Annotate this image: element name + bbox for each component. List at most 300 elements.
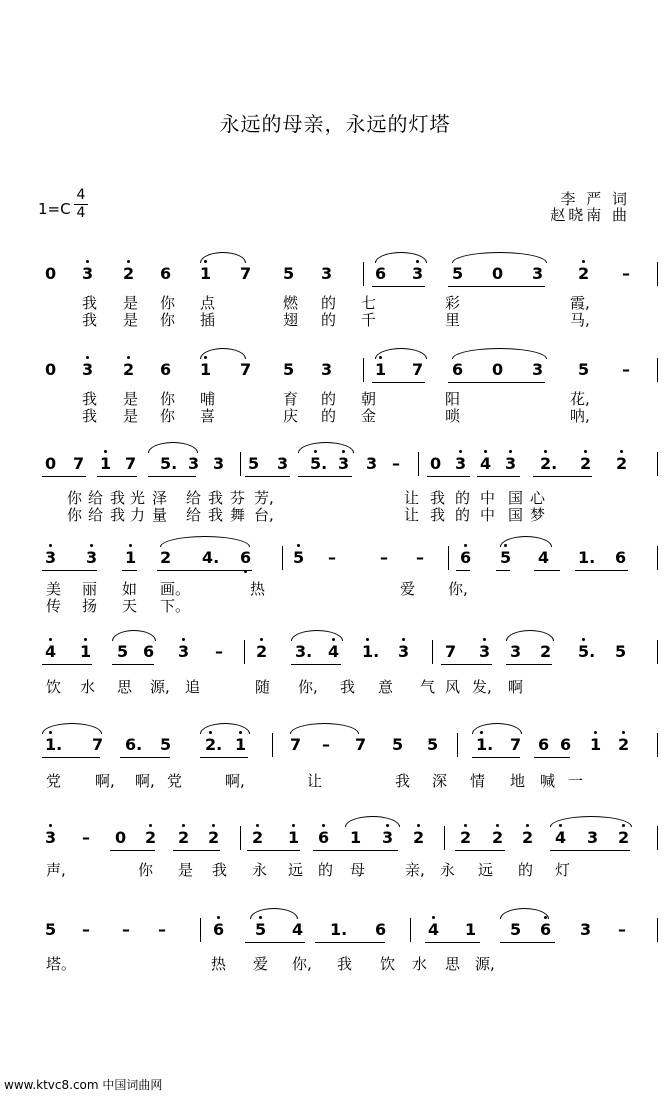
- high-octave-dot: [297, 544, 300, 547]
- lyric-syllable: 的: [321, 311, 337, 329]
- note: 3: [45, 828, 59, 848]
- extension-dash: –: [622, 360, 630, 379]
- high-octave-dot: [526, 824, 529, 827]
- lyric-syllable: 你,: [448, 580, 468, 598]
- beam-underline: [485, 286, 545, 287]
- lyric-syllable: 台,: [254, 506, 274, 524]
- lyric-syllable: 永: [440, 861, 456, 879]
- high-octave-dot: [620, 450, 623, 453]
- slur-arc: [291, 630, 343, 641]
- high-octave-dot: [104, 450, 107, 453]
- lyric-syllable: 随: [255, 678, 271, 696]
- lyric-syllable: 亲,: [405, 861, 425, 879]
- note: 2: [123, 360, 137, 380]
- note: 5: [117, 642, 129, 661]
- lyric-syllable: 燃: [283, 294, 299, 312]
- note: 4.: [202, 548, 220, 567]
- note: 7: [290, 735, 302, 754]
- note: 3: [45, 548, 59, 568]
- note: 6: [375, 920, 387, 939]
- bar-line: [410, 918, 411, 942]
- lyric-syllable: 的: [321, 294, 337, 312]
- lyric-syllable: 舞: [230, 506, 246, 524]
- bar-line: [272, 733, 273, 757]
- note: 6: [615, 548, 627, 567]
- note: 4: [480, 454, 494, 474]
- note: 4: [538, 548, 550, 567]
- high-octave-dot: [594, 731, 597, 734]
- lyric-syllable: 发,: [472, 678, 492, 696]
- high-octave-dot: [127, 356, 130, 359]
- lyric-syllable: 爱: [400, 580, 416, 598]
- beam-underline: [534, 570, 560, 571]
- lyric-syllable: 我: [340, 678, 356, 696]
- high-octave-dot: [182, 638, 185, 641]
- high-octave-dot: [582, 260, 585, 263]
- beam-underline: [533, 476, 592, 477]
- extension-dash: –: [392, 454, 400, 473]
- lyric-syllable: 彩: [445, 294, 461, 312]
- lyric-syllable: 育: [283, 390, 299, 408]
- note: 4: [555, 828, 569, 848]
- beam-underline: [427, 476, 470, 477]
- lyric-syllable: 是: [123, 407, 139, 425]
- lyric-syllable: 唢: [445, 407, 461, 425]
- note: 3: [532, 264, 544, 283]
- note: 5: [427, 735, 439, 754]
- note: 7: [510, 735, 522, 754]
- high-octave-dot: [544, 450, 547, 453]
- note: 0: [115, 828, 127, 847]
- lyric-syllable: 金: [361, 407, 377, 425]
- note: 3: [587, 828, 599, 847]
- lyric-syllable: 你: [67, 506, 83, 524]
- slur-arc: [112, 630, 156, 641]
- note: 5: [615, 642, 627, 661]
- lyric-syllable: 让: [404, 489, 420, 507]
- lyric-syllable: 追: [185, 678, 201, 696]
- lyric-syllable: 我: [82, 390, 98, 408]
- beam-underline: [313, 850, 398, 851]
- bar-line: [363, 358, 364, 382]
- note: 2: [256, 642, 270, 662]
- lyric-syllable: 我: [212, 861, 228, 879]
- slur-arc: [200, 348, 246, 359]
- note: 2: [522, 828, 536, 848]
- lyric-syllable: 啊: [508, 678, 524, 696]
- lyric-syllable: 泽: [152, 489, 168, 507]
- lyric-syllable: 我: [82, 294, 98, 312]
- high-octave-dot: [212, 824, 215, 827]
- lyric-syllable: 的: [318, 861, 334, 879]
- lyric-syllable: 党: [167, 772, 183, 790]
- lyric-syllable: 源,: [150, 678, 170, 696]
- lyric-syllable: 党: [46, 772, 62, 790]
- note: 5: [45, 920, 57, 939]
- note: 5: [160, 735, 172, 754]
- note: 5.: [578, 642, 608, 662]
- slur-arc: [298, 442, 354, 453]
- slur-arc: [250, 908, 298, 919]
- bar-line: [244, 640, 245, 664]
- lyric-syllable: 心: [530, 489, 546, 507]
- beam-underline: [42, 664, 92, 665]
- lyric-syllable: 思: [445, 955, 461, 973]
- bar-line: [657, 262, 658, 286]
- beam-underline: [456, 570, 470, 571]
- note: 5: [452, 264, 464, 283]
- high-octave-dot: [584, 450, 587, 453]
- lyric-syllable: 是: [123, 294, 139, 312]
- lyric-syllable: 一: [568, 772, 584, 790]
- beam-underline: [441, 664, 492, 665]
- beam-underline: [120, 757, 170, 758]
- slur-arc: [200, 252, 246, 263]
- high-octave-dot: [509, 450, 512, 453]
- lyric-syllable: 给: [88, 489, 104, 507]
- note: 7: [355, 735, 367, 754]
- note: 1: [375, 360, 389, 380]
- note: 5: [283, 264, 295, 283]
- slur-arc: [345, 816, 400, 827]
- slur-arc: [500, 536, 552, 547]
- lyric-syllable: 你: [138, 861, 154, 879]
- note: 1: [235, 735, 249, 755]
- note: 6: [160, 264, 172, 283]
- slur-arc: [500, 908, 549, 919]
- slur-arc: [472, 723, 522, 734]
- lyric-syllable: 饮: [46, 678, 62, 696]
- bar-line: [657, 546, 658, 570]
- lyric-syllable: 啊,: [225, 772, 245, 790]
- lyric-syllable: 啊,: [95, 772, 115, 790]
- lyric-syllable: 远: [478, 861, 494, 879]
- note: 2: [618, 828, 632, 848]
- bar-line: [444, 826, 445, 850]
- lyric-syllable: 给: [186, 489, 202, 507]
- lyric-syllable: 霞,: [570, 294, 590, 312]
- beam-underline: [485, 382, 545, 383]
- note: 6: [143, 642, 155, 661]
- note: 3: [338, 454, 352, 474]
- lyric-syllable: 源,: [475, 955, 495, 973]
- extension-dash: –: [416, 548, 424, 567]
- lyric-syllable: 庆: [283, 407, 299, 425]
- lyric-syllable: 热: [250, 580, 266, 598]
- bar-line: [657, 452, 658, 476]
- beam-underline: [500, 942, 555, 943]
- note: 2: [492, 828, 506, 848]
- high-octave-dot: [464, 544, 467, 547]
- note: 4: [428, 920, 442, 940]
- high-octave-dot: [582, 638, 585, 641]
- lyric-syllable: 呐,: [570, 407, 590, 425]
- high-octave-dot: [217, 916, 220, 919]
- beam-underline: [122, 570, 137, 571]
- note: 1: [590, 735, 604, 755]
- note: 3: [321, 264, 333, 283]
- high-octave-dot: [182, 824, 185, 827]
- note: 1.: [476, 735, 506, 755]
- note: 3: [412, 264, 426, 284]
- lyric-syllable: 插: [200, 311, 216, 329]
- lyric-syllable: 你: [67, 489, 83, 507]
- note: 3: [82, 264, 96, 284]
- lyric-syllable: 地: [510, 772, 526, 790]
- lyric-syllable: 如: [122, 580, 138, 598]
- note: 3: [510, 642, 522, 661]
- note: 2: [460, 828, 474, 848]
- lyric-syllable: 的: [455, 506, 471, 524]
- note: 6.: [125, 735, 143, 754]
- high-octave-dot: [86, 356, 89, 359]
- beam-underline: [298, 476, 352, 477]
- lyric-syllable: 我: [110, 506, 126, 524]
- note: 3: [532, 360, 544, 379]
- note: 3: [178, 642, 192, 662]
- note: 2: [616, 454, 630, 474]
- note: 6: [460, 548, 474, 568]
- bar-line: [240, 826, 241, 850]
- bar-line: [657, 826, 658, 850]
- high-octave-dot: [260, 638, 263, 641]
- slur-arc: [160, 536, 250, 547]
- lyric-syllable: 气: [420, 678, 436, 696]
- note: 0: [45, 264, 57, 283]
- lyric-syllable: 风: [445, 678, 461, 696]
- lyric-syllable: 中: [480, 506, 496, 524]
- note: 3: [580, 920, 592, 939]
- note: 1: [200, 360, 214, 380]
- extension-dash: –: [622, 264, 630, 283]
- beam-underline: [372, 382, 425, 383]
- note: 3: [277, 454, 289, 473]
- beam-underline: [550, 850, 630, 851]
- note: 3: [86, 548, 100, 568]
- beam-underline: [575, 570, 628, 571]
- note: 1: [80, 642, 94, 662]
- bar-line: [432, 640, 433, 664]
- high-octave-dot: [127, 260, 130, 263]
- note: 2: [580, 454, 594, 474]
- lyric-syllable: 啊,: [135, 772, 155, 790]
- slur-arc: [375, 252, 427, 263]
- note: 1.: [330, 920, 348, 939]
- lyric-syllable: 量: [152, 506, 168, 524]
- beam-underline: [245, 942, 305, 943]
- lyric-syllable: 你: [160, 407, 176, 425]
- note: 5.: [310, 454, 340, 474]
- beam-underline: [472, 757, 520, 758]
- note: 1: [200, 264, 214, 284]
- note: 4: [45, 642, 59, 662]
- bar-line: [657, 358, 658, 382]
- note: 3: [213, 454, 225, 473]
- beam-underline: [157, 570, 252, 571]
- note: 1: [288, 828, 302, 848]
- beam-underline: [315, 942, 385, 943]
- note: 5: [500, 548, 514, 568]
- note: 2: [145, 828, 159, 848]
- note: 1: [350, 828, 362, 847]
- lyric-syllable: 光: [130, 489, 146, 507]
- lyric-syllable: 让: [404, 506, 420, 524]
- note: 2: [123, 264, 137, 284]
- note: 6: [560, 735, 572, 754]
- beam-underline: [372, 286, 425, 287]
- lyric-syllable: 深: [432, 772, 448, 790]
- bar-line: [657, 918, 658, 942]
- high-octave-dot: [149, 824, 152, 827]
- extension-dash: –: [328, 548, 336, 567]
- note: 2: [178, 828, 192, 848]
- lyric-syllable: 情: [470, 772, 486, 790]
- slur-arc: [200, 723, 250, 734]
- bar-line: [282, 546, 283, 570]
- lyric-syllable: 我: [110, 489, 126, 507]
- note: 0: [45, 360, 57, 379]
- lyric-syllable: 远: [288, 861, 304, 879]
- note: 5.: [160, 454, 178, 473]
- high-octave-dot: [129, 544, 132, 547]
- extension-dash: –: [158, 920, 166, 939]
- note: 1.: [578, 548, 596, 567]
- note: 1.: [45, 735, 75, 755]
- high-octave-dot: [322, 824, 325, 827]
- lyric-syllable: 里: [445, 311, 461, 329]
- lyric-syllable: 水: [80, 678, 96, 696]
- note: 3: [505, 454, 519, 474]
- note: 6: [452, 360, 464, 379]
- extension-dash: –: [82, 828, 90, 847]
- note: 1: [465, 920, 477, 939]
- high-octave-dot: [292, 824, 295, 827]
- lyric-syllable: 喊: [540, 772, 556, 790]
- lyric-syllable: 的: [518, 861, 534, 879]
- high-octave-dot: [49, 544, 52, 547]
- note: 0: [45, 454, 57, 473]
- note: 2: [540, 642, 552, 661]
- note: 6: [538, 735, 550, 754]
- lyric-syllable: 是: [178, 861, 194, 879]
- note: 0: [492, 264, 504, 283]
- note: 2: [578, 264, 592, 284]
- lyric-syllable: 我: [337, 955, 353, 973]
- high-octave-dot: [417, 824, 420, 827]
- note: 3: [479, 642, 493, 662]
- high-octave-dot: [459, 450, 462, 453]
- site-footer: www.ktvc8.com 中国词曲网: [4, 1078, 163, 1092]
- extension-dash: –: [82, 920, 90, 939]
- lyric-syllable: 哺: [200, 390, 216, 408]
- lyric-syllable: 是: [123, 311, 139, 329]
- lyric-syllable: 你: [160, 311, 176, 329]
- lyric-syllable: 我: [395, 772, 411, 790]
- note: 7: [92, 735, 104, 754]
- beam-underline: [496, 570, 510, 571]
- beam-underline: [42, 476, 86, 477]
- note: 2: [618, 735, 632, 755]
- key-signature: 1=C: [38, 200, 71, 218]
- note: 4: [292, 920, 304, 939]
- bar-line: [240, 452, 241, 476]
- lyric-syllable: 七: [361, 294, 377, 312]
- lyric-syllable: 是: [123, 390, 139, 408]
- lyric-syllable: 天: [122, 597, 138, 615]
- lyric-syllable: 朝: [361, 390, 377, 408]
- note: 2: [252, 828, 266, 848]
- composer-credit: 赵晓南 曲: [550, 206, 630, 224]
- note: 3: [398, 642, 412, 662]
- note: 5: [293, 548, 307, 568]
- note: 6: [160, 360, 172, 379]
- high-octave-dot: [484, 450, 487, 453]
- lyric-syllable: 芳,: [254, 489, 274, 507]
- high-octave-dot: [496, 824, 499, 827]
- bar-line: [457, 733, 458, 757]
- note: 3: [382, 828, 396, 848]
- high-octave-dot: [622, 731, 625, 734]
- beam-underline: [477, 476, 520, 477]
- lyric-syllable: 的: [321, 390, 337, 408]
- lyric-syllable: 水: [412, 955, 428, 973]
- note: 7: [445, 642, 457, 661]
- high-octave-dot: [256, 824, 259, 827]
- lyric-syllable: 灯: [555, 861, 571, 879]
- lyric-syllable: 传: [46, 597, 62, 615]
- note: 5: [392, 735, 404, 754]
- note: 2: [160, 548, 172, 567]
- beam-underline: [425, 942, 480, 943]
- high-octave-dot: [402, 638, 405, 641]
- extension-dash: –: [380, 548, 388, 567]
- note: 5: [255, 920, 269, 940]
- beam-underline: [173, 850, 220, 851]
- lyric-syllable: 芬: [230, 489, 246, 507]
- lyric-syllable: 意: [378, 678, 394, 696]
- note: 6: [540, 920, 554, 940]
- note: 7: [73, 454, 85, 473]
- lyric-syllable: 给: [186, 506, 202, 524]
- high-octave-dot: [464, 824, 467, 827]
- note: 2: [208, 828, 222, 848]
- note: 7: [125, 454, 137, 473]
- high-octave-dot: [432, 916, 435, 919]
- lyric-syllable: 下。: [160, 597, 191, 615]
- note: 5: [283, 360, 295, 379]
- note: 1: [125, 548, 139, 568]
- lyric-syllable: 热: [211, 955, 227, 973]
- bar-line: [657, 640, 658, 664]
- bar-line: [657, 733, 658, 757]
- lyric-syllable: 我: [208, 489, 224, 507]
- note: 3: [455, 454, 469, 474]
- beam-underline: [200, 757, 248, 758]
- lyric-syllable: 声,: [46, 861, 66, 879]
- lyric-syllable: 的: [455, 489, 471, 507]
- note: 6: [213, 920, 227, 940]
- note: 6: [240, 548, 254, 568]
- note: 1.: [362, 642, 392, 662]
- note: 0: [492, 360, 504, 379]
- beam-underline: [112, 664, 154, 665]
- beam-underline: [534, 757, 570, 758]
- lyric-syllable: 母: [350, 861, 366, 879]
- note: 5: [248, 454, 260, 473]
- slur-arc: [550, 816, 632, 827]
- time-sig-top: 4: [76, 187, 86, 203]
- lyric-syllable: 力: [130, 506, 146, 524]
